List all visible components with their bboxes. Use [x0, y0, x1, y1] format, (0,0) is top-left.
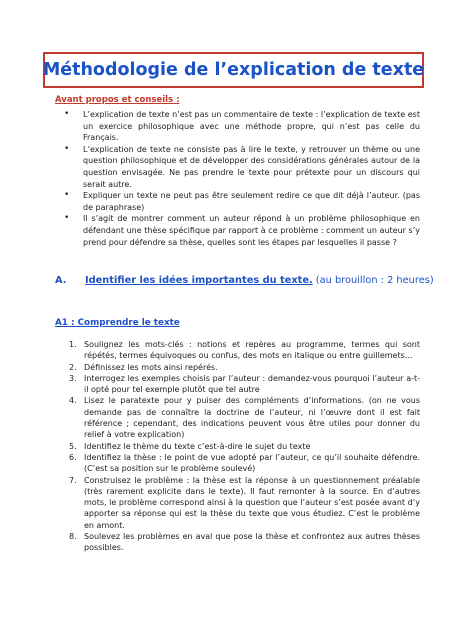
step-item: [55, 475, 420, 531]
steps-list: [55, 339, 420, 554]
step-number: 3.: [69, 373, 77, 383]
step-item: [55, 395, 420, 440]
step-number: 7.: [69, 475, 77, 485]
bullet-item: [55, 109, 420, 144]
step-number: 6.: [69, 452, 77, 462]
step-item: [55, 452, 420, 475]
bullet-icon: •: [64, 213, 70, 224]
bullet-text: Il s’agit de montrer comment un auteur répond à un problème philosophique en défendant une thèse spécifique par rapport à ce problème : comment un auteur s’y prend pour défendre sa thèse, quelles sont les étapes par lesquelles il passe ?: [83, 214, 420, 247]
page-title: Méthodologie de l’explication de texte: [42, 60, 425, 80]
step-text: Identifiez le thème du texte c’est-à-dire le sujet du texte: [84, 441, 311, 451]
bullet-text: Expliquer un texte ne peut pas être seulement redire ce que dit déjà l’auteur. (pas de paraphrase): [83, 191, 420, 212]
bullet-text: L’explication de texte n’est pas un commentaire de texte : l’explication de texte est un exercice philosophique avec une méthode propre, qui n’est pas celle du Français.: [83, 110, 420, 143]
step-number: 8.: [69, 532, 77, 542]
bullet-item: [55, 213, 420, 248]
step-number: 2.: [69, 362, 77, 372]
intro-bullet-list: [55, 109, 420, 248]
bullet-item: [55, 190, 420, 213]
subsection-heading: A1 : Comprendre le texte: [55, 318, 180, 328]
step-item: [55, 339, 420, 362]
step-text: Identifiez la thèse : le point de vue adopté par l’auteur, ce qu’il souhaite défendre. (C’est sa position sur le problème soulevé): [84, 452, 420, 474]
section-a-title: Identifier les idées importantes du texte.: [85, 275, 313, 286]
intro-heading: Avant propos et conseils :: [55, 95, 180, 105]
step-text: Lisez le paratexte pour y puiser des compléments d’informations. (on ne vous demande pas de connaître la doctrine de l’auteur, ni l’œuvre dont il est fait référence ; cependant, des indications peuvent vous être utiles pour donner du relief à votre explication): [84, 396, 420, 440]
bullet-item: [55, 144, 420, 190]
section-letter: A.: [55, 275, 67, 286]
step-text: Soulevez les problèmes en aval que pose la thèse et confrontez aux autres thèses possibles.: [84, 532, 420, 553]
step-number: 1.: [69, 340, 77, 349]
step-text: Interrogez les exemples choisis par l’auteur : demandez-vous pourquoi l’auteur a-t-il opté pour tel exemple plutôt que tel autre: [84, 373, 420, 395]
step-item: [55, 531, 420, 554]
step-text: Définissez les mots ainsi repérés.: [84, 362, 218, 372]
bullet-icon: •: [64, 143, 70, 154]
bullet-text: L’explication de texte ne consiste pas à lire le texte, y retrouver un thème ou une question philosophique et de développer des considérations générales autour de la question envisagée. Ne pas prendre le texte pour prétexte pour un discours qui serait autre.: [83, 144, 420, 189]
title-box: [43, 52, 424, 88]
step-number: 4.: [69, 396, 77, 406]
step-text: Construisez le problème : la thèse est la réponse à un questionnement préalable (très rarement explicite dans le texte). Il faut remonter à la source. En d’autres mots, le problème correspond ainsi à la question que l’auteur s’est posée avant d’y apporter sa réponse qui est la thèse du texte que vous étudiez. C’est le problème en amont.: [84, 475, 420, 530]
step-text: Soulignez les mots-clés : notions et repères au programme, termes qui sont répétés, termes équivoques ou confus, des mots en italique ou entre guillemets...: [84, 340, 420, 361]
step-item: [55, 441, 420, 452]
bullet-icon: •: [64, 190, 70, 201]
step-item: [55, 362, 420, 373]
bullet-icon: •: [64, 109, 70, 119]
section-a-note: (au brouillon : 2 heures): [312, 275, 434, 286]
section-a-heading: [55, 275, 434, 286]
step-item: [55, 373, 420, 396]
step-number: 5.: [69, 441, 77, 451]
